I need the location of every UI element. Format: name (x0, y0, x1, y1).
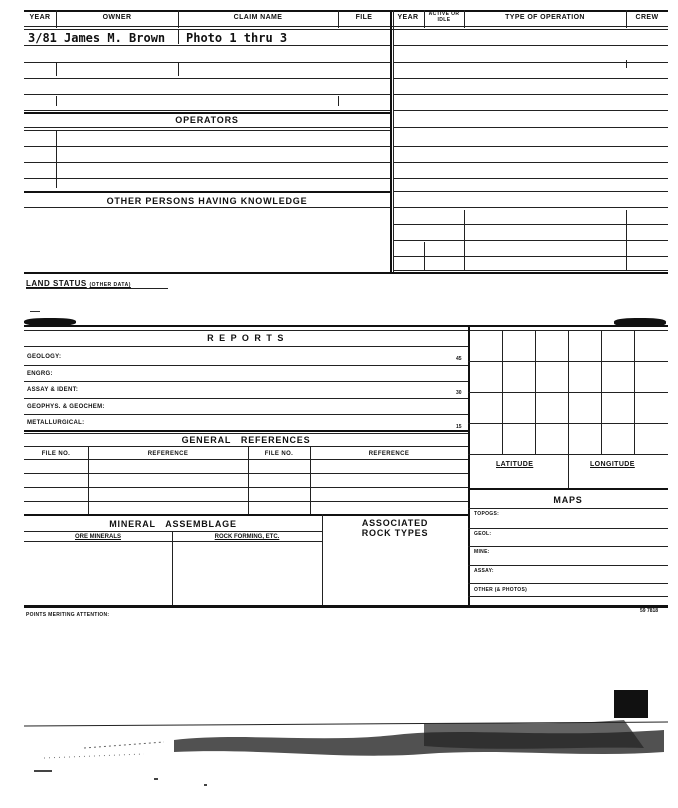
entry-year: 3/81 (28, 31, 57, 45)
header-owner: OWNER (102, 14, 132, 21)
scan-mark (614, 690, 648, 718)
entry-claim-name: Photo 1 thru 3 (186, 31, 288, 45)
report-num-metallurgical: 15 (456, 424, 462, 430)
rock-types-label: ROCK TYPES (361, 528, 429, 538)
report-row-assay: ASSAY & IDENT: (27, 387, 79, 393)
other-persons-label: OTHER PERSONS HAVING KNOWLEDGE (106, 196, 308, 206)
land-status-sub: (OTHER DATA) (89, 282, 131, 288)
reports-title: R E P O R T S (207, 333, 285, 343)
latitude-label: LATITUDE (496, 461, 534, 468)
maps-row-assay: ASSAY: (474, 568, 494, 574)
land-status-label (26, 279, 131, 288)
maps-row-other: OTHER (& PHOTOS) (474, 587, 528, 593)
header-year-2: YEAR (397, 14, 419, 21)
longitude-label: LONGITUDE (590, 461, 635, 468)
operators-label: OPERATORS (175, 115, 239, 125)
form-code: 59 7818 (640, 608, 659, 614)
associated-label: ASSOCIATED (361, 518, 429, 528)
report-row-engrg: ENGRG: (27, 371, 53, 377)
report-row-geology: GEOLOGY: (27, 354, 62, 360)
entry-owner: James M. Brown (64, 31, 166, 45)
header-claim-name: CLAIM NAME (233, 14, 283, 21)
maps-row-topogs: TOPOGS: (474, 511, 500, 517)
header-crew: CREW (635, 14, 659, 21)
maps-row-mine: MINE: (474, 549, 490, 555)
maps-title: MAPS (553, 495, 583, 505)
ore-minerals-header: ORE MINERALS (74, 534, 121, 540)
scan-noise-band (24, 718, 668, 790)
maps-row-geol: GEOL: (474, 531, 492, 537)
mineral-assemblage-title: MINERAL ASSEMBLAGE (109, 519, 237, 529)
report-row-geophys: GEOPHYS. & GEOCHEM: (27, 404, 105, 410)
header-year: YEAR (29, 14, 51, 21)
report-num-assay: 30 (456, 390, 462, 396)
points-meriting-attention: POINTS MERITING ATTENTION: (26, 612, 110, 618)
gr-header-file-no-2: FILE NO. (264, 451, 294, 457)
header-active-or-idle: ACTIVE OR IDLE (428, 11, 460, 23)
header-type-of-operation: TYPE OF OPERATION (505, 14, 585, 21)
report-num-geology: 45 (456, 356, 462, 362)
gr-header-reference-2: REFERENCE (368, 451, 410, 457)
general-references-title: GENERAL REFERENCES (181, 435, 311, 445)
report-row-metallurgical: METALLURGICAL: (27, 420, 85, 426)
gr-header-reference-1: REFERENCE (147, 451, 189, 457)
land-status-title: LAND STATUS (26, 279, 87, 288)
gr-header-file-no-1: FILE NO. (41, 451, 71, 457)
header-file: FILE (355, 14, 373, 21)
rock-forming-header: ROCK FORMING, ETC. (214, 534, 280, 540)
